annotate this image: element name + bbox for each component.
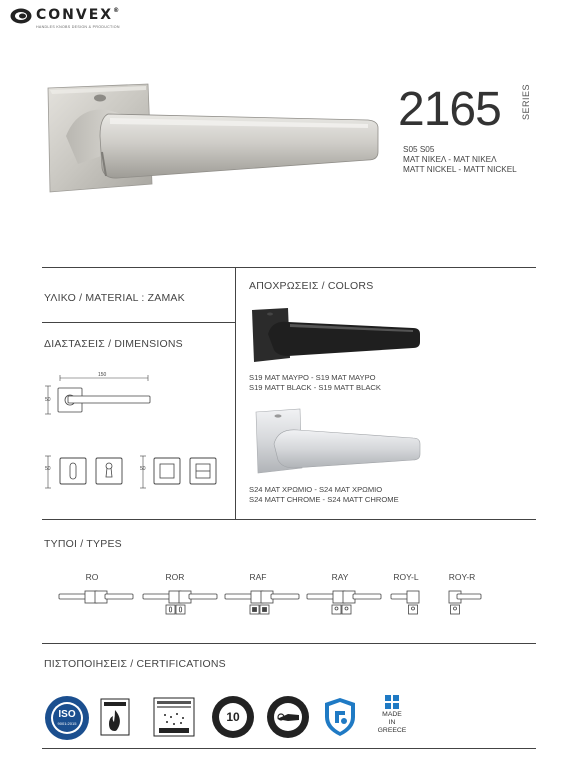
antibacterial-shield-icon (323, 697, 357, 737)
divider (42, 643, 536, 644)
finish-line: MATT NICKEL - MATT NICKEL (403, 165, 517, 174)
caption-line: S24 ΜΑΤ ΧΡΩΜΙΟ - S24 ΜΑΤ ΧΡΩΜΙΟ (249, 485, 383, 494)
made-in-line: GREECE (377, 727, 407, 734)
dimension-height: 50 (140, 466, 146, 472)
divider (42, 519, 536, 520)
series-number: 2165 (398, 83, 501, 136)
made-in-line: IN (388, 719, 396, 726)
type-label-ro: RO (85, 572, 99, 582)
types-drawings (55, 588, 495, 618)
color-caption-black (249, 373, 381, 393)
type-label-ror: ROR (165, 572, 185, 582)
dimension-height: 50 (45, 466, 51, 472)
brand-tagline: HANDLES KNOBS DESIGN & PRODUCTION (36, 25, 120, 29)
finish-line: S05 S05 (403, 145, 435, 154)
caption-line: S19 MATT BLACK - S19 MATT BLACK (249, 383, 381, 392)
type-label-roy-l: ROY-L (393, 572, 419, 582)
type-label-raf: RAF (249, 572, 267, 582)
color-swatch-chrome (248, 406, 423, 476)
dimension-length: 150 (98, 372, 107, 378)
made-in-greece-label (370, 711, 414, 735)
color-caption-chrome (249, 485, 399, 505)
made-in-line: MADE (382, 711, 402, 718)
brand-logo (10, 8, 140, 34)
brand-mark-icon (10, 8, 32, 24)
type-label-ray: RAY (331, 572, 349, 582)
iso-certification-badge (44, 695, 90, 741)
dimensions-label: ΔΙΑΣΤΑΣΕΙΣ / DIMENSIONS (44, 338, 183, 350)
colors-label: ΑΠΟΧΡΩΣΕΙΣ / COLORS (249, 280, 374, 292)
cycle-test-icon (266, 695, 310, 739)
salt-spray-test-icon (153, 697, 195, 737)
type-label-roy-r: ROY-R (448, 572, 476, 582)
iso-text: ISO (58, 709, 76, 720)
brand-name: CONVEX® (36, 7, 122, 23)
greek-flag-icon (385, 695, 399, 709)
types-label: ΤΥΠΟΙ / TYPES (44, 538, 122, 550)
certifications-label: ΠΙΣΤΟΠΟΙΗΣΕΙΣ / CERTIFICATIONS (44, 658, 226, 670)
divider (42, 267, 536, 268)
series-word: SERIES (521, 83, 531, 120)
caption-line: S19 ΜΑΤ ΜΑΥΡΟ - S19 ΜΑΤ ΜΑΥΡΟ (249, 373, 376, 382)
iso-number: 9001:2015 (57, 721, 77, 726)
warranty-10-years-icon (211, 695, 255, 739)
hero-handle-image (38, 76, 388, 206)
material-label: ΥΛΙΚΟ / MATERIAL : ZAMAK (44, 292, 185, 304)
escutcheon-drawings (42, 452, 232, 496)
svg-text:10: 10 (226, 710, 240, 724)
fire-rating-icon (100, 698, 130, 736)
finish-description (403, 145, 517, 175)
finish-line: ΜΑΤ ΝΙΚΕΛ - ΜΑΤ ΝΙΚΕΛ (403, 155, 497, 164)
caption-line: S24 MATT CHROME - S24 MATT CHROME (249, 495, 399, 504)
dimension-height: 50 (45, 397, 51, 403)
divider (42, 748, 536, 749)
divider (42, 322, 235, 323)
divider (235, 267, 236, 519)
color-swatch-black (248, 306, 423, 364)
